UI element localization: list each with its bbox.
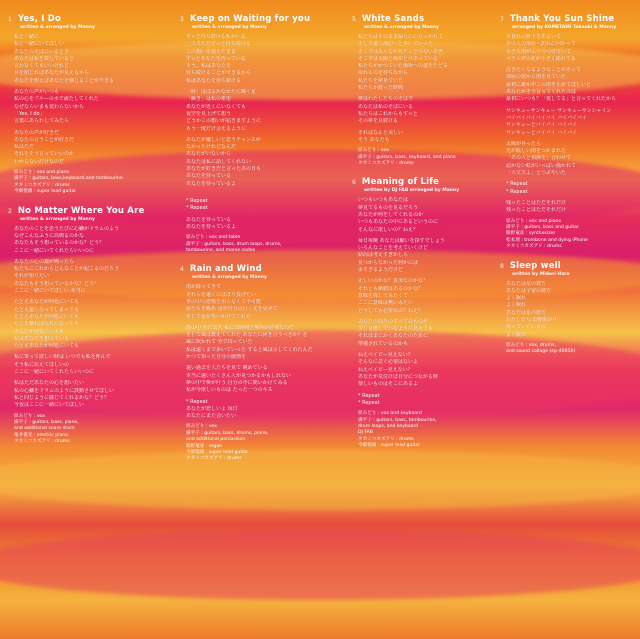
lyric-line: 最初に誰かがこの雨を止めてほしいと <box>506 81 592 88</box>
lyric-line: サンキューとバイバイ バイバイ <box>506 129 578 136</box>
lyrics <box>14 34 166 166</box>
lyric-line: 言わなくてもいいけれど <box>14 63 70 70</box>
personnel-line: 原みどり : vox and keyboard <box>358 411 422 417</box>
lyric-line: * Repeat <box>506 188 528 195</box>
lyric-line: 多すぎるようだけど <box>358 267 404 274</box>
lyrics <box>358 197 486 407</box>
personnel <box>186 235 338 254</box>
personnel <box>358 148 486 167</box>
personnel-line: 飯野竜彦 : synthesizer <box>506 231 556 237</box>
lyric-line: 私はあなたを待ち続ける <box>186 77 242 84</box>
lyric-line: サンキューサンキュー サンキューサンシャイン <box>506 107 612 114</box>
personnel-line: タカミコカズアリ : drums <box>14 439 70 445</box>
song-credit: written & arranged by Manny <box>364 25 439 30</box>
lyric-line: 結局は考えすぎかしら <box>358 252 409 259</box>
lyric-line: 言葉にあらわしてみたら <box>14 118 70 125</box>
lyrics <box>186 284 338 420</box>
lyric-line: あなたの周りのすべてのものが <box>358 318 428 325</box>
personnel-line: drum loops, and keyboard <box>358 423 419 429</box>
lyric-line: 少し見逃しているように見えても <box>358 326 434 333</box>
lyric-line: 正しいのかな？真実なのかな？ <box>358 278 429 285</box>
lyric-line: もう一度だけ会えるように <box>186 125 247 132</box>
lyric-line: あなたにまた会いたい <box>186 413 237 420</box>
personnel-line: 飯野竜彦 : organ <box>186 443 223 449</box>
lyric-line: そんなに急ぐ必要はないよ <box>358 359 419 366</box>
lyric-line: それが知りたい <box>14 273 50 280</box>
song-credit: written & arranged by Manny <box>20 25 95 30</box>
lyric-line: あなたを想えばあなたを感じることができる <box>14 77 115 84</box>
lyric-line: どうかこの想いが届きますように <box>186 118 262 125</box>
song-block <box>180 14 338 188</box>
personnel-line: タカミコカズアリ : drums <box>14 182 70 188</box>
lyric-line: ずっとあなたを待っている <box>186 55 246 62</box>
personnel-line: 満平子 : guitars, bass, keyboard, and piano <box>358 154 456 160</box>
lyric-line: 私はただ <box>14 144 35 151</box>
track-number: 5 <box>352 16 356 23</box>
song-heading <box>180 264 338 274</box>
personnel-line: 原みどり : vox <box>14 413 45 419</box>
personnel-line: 原みどり : vox and piano <box>14 170 70 176</box>
lyric-line: 夢の中で夢が叶う 自分の中に問いかけてみる <box>186 379 288 386</box>
lyric-line: あなたを待っている <box>186 173 232 180</box>
lyric-line: そう あなたも <box>358 136 390 143</box>
lyric-line: 私と一緒にいてほしい <box>14 41 65 48</box>
lyric-line: 私が今欲しいものは たった一つのキス <box>186 387 273 394</box>
song-title: White Sands <box>361 14 425 24</box>
song-credit: written by Midori Hara <box>512 271 570 277</box>
lyric-line: 本当に遠いたくさん人が見つかるかもしれない <box>186 372 292 379</box>
lyric-line: 届かない虹がいっぱい描かれて <box>506 162 577 169</box>
lyric-line: バイバイバイバイバイ バイバイバイ <box>506 114 587 121</box>
song-title: Rain and Wind <box>189 264 262 275</box>
lyric-line: 私たちはこれからもずっと <box>358 110 418 117</box>
lyric-line: そう、私はあなたを <box>186 63 232 70</box>
lyrics <box>358 34 486 144</box>
lyric-line: 意味を探してみたくて <box>358 292 409 299</box>
lyric-line: あなたがそう言ってくれたのは <box>506 89 577 96</box>
song-block <box>8 14 166 196</box>
lyric-line: 私たちが渡った時間 <box>358 85 404 92</box>
lyric-line: あなたのそばにいるとき <box>14 48 70 55</box>
lyric-line: そこではみんなが見たことのない景色 <box>358 48 444 55</box>
lyric-line: その夢を見続ける <box>358 118 399 125</box>
lyric-line: たとえあなたが何処にいても <box>14 313 80 320</box>
song-heading <box>8 206 166 216</box>
lyric-line: それとも価値はあるのかな？ <box>358 285 424 292</box>
song-block <box>8 206 166 446</box>
personnel <box>506 343 634 356</box>
lyric-line: 私たちがかつていた場所への道をたどる <box>358 63 449 70</box>
personnel-line: 満平子 : guitars, bass,keyboard,and tambourine <box>14 176 123 182</box>
lyric-line: あなたが何をしてくれるのか <box>358 211 424 218</box>
lyric-line: 「時」はほるかなかたに輝く星 <box>186 89 257 96</box>
lyric-line: あなたは私に話してくれない <box>186 158 252 165</box>
lyric-line: ずっと待ち続ける私がいる <box>186 34 246 40</box>
lyric-line: 今夜はここに一緒にいてほしい <box>14 402 85 409</box>
personnel-line: 満平子 : guitars, bass and guitar <box>506 224 579 230</box>
song-title: Thank You Sun Shine <box>509 14 615 24</box>
lyric-line: 太陽が昇ったら <box>506 140 542 147</box>
lyric-line: 毎日毎晩 あなたは願いを探すでしょう <box>358 237 445 244</box>
lyric-line: わたしたちは地球の中 <box>506 317 557 324</box>
track-number: 7 <box>500 16 504 23</box>
lyric-line: ここに意味は無いみたい <box>358 300 414 307</box>
lyric-line: たとえ離ればなれになっても <box>14 321 80 328</box>
lyric-line: あなたが優しいと思うチャンスが <box>186 136 261 143</box>
lyric-line: ねえベイビー見えない？ <box>358 366 413 373</box>
personnel-line: 原みどり : vox <box>186 424 217 430</box>
lyric-line: そう私に伝えてほしいの <box>14 361 70 368</box>
lyric-line: わからないだけなのだ <box>14 158 65 165</box>
lyric-line: あなたが何処にいても <box>14 328 65 335</box>
lyric-line: いろんなことを考えていくけど <box>358 245 429 252</box>
lyric-line: かつて知った自分の感情を <box>186 354 247 361</box>
lyric-line: いつもいつもあなたは <box>358 197 409 204</box>
lyric-line: あなたが気付けば自分につながる時 <box>358 373 438 380</box>
lyric-line: 屋たちを眺め 星が自分の行く先を見せて <box>186 306 278 313</box>
lyric-line: よく眠れ <box>506 295 527 302</box>
lyric-line: * Repeat <box>186 205 208 212</box>
lyric-line: 私たちにこれからどんなことが起こるのだろう <box>14 266 120 273</box>
song-title: Sleep well <box>509 260 561 271</box>
lyric-line: なぜこんなふうに高鳴るのかな <box>14 232 85 239</box>
lyric-line: あなたを待っているよ <box>186 180 237 187</box>
lyric-line: 私と同じように感じてくれるかな？どう？ <box>14 394 110 401</box>
lyric-line: ここに一緒にいてほしい 本当に <box>14 288 86 295</box>
personnel-line: 原みどり : vox and piano <box>506 218 562 224</box>
lyric-line: あなたを待っているよ <box>186 223 237 230</box>
personnel <box>186 424 338 462</box>
lyric-line: 私はあなたを想っている <box>14 335 70 342</box>
lyric-line: それはまにかくあなたのために <box>358 333 429 340</box>
lyric-line: あなたの声がいつも <box>14 89 60 96</box>
lyric-line: 持っていたいもの <box>506 324 547 331</box>
personnel <box>14 170 166 196</box>
lyric-line: 私たちはそのまま偏りに心ひっかれて <box>358 34 444 40</box>
lyric-line: 私の心臓をドラムのように鼓動させてほしい <box>14 387 114 394</box>
personnel-line: 満平子 : guitars, bass, drum loops, drums, <box>186 241 282 247</box>
lyric-line: そして風は教えてくれた あなたに何を言うべきか？を <box>186 332 308 339</box>
lyric-line: ベランダの花が小さく揺れてる <box>506 55 576 62</box>
lyric-line: 準備されているのかも <box>358 340 409 347</box>
lyric-line: ここに一緒にいてくれたらいいのに <box>14 247 95 254</box>
track-number: 4 <box>180 266 184 274</box>
song-title: Yes, I Do <box>17 14 62 24</box>
lyric-line: あなたは星の彼方 <box>506 309 547 316</box>
song-block <box>180 264 338 462</box>
lyric-line: あなたが近くにいなくても <box>186 103 247 110</box>
lyric-line: * Repeat <box>186 398 208 405</box>
lyric-line: 待ち続けることができるから <box>186 70 252 77</box>
personnel-line: and additional snare drum <box>14 426 75 432</box>
song-heading <box>352 177 486 187</box>
lyric-line: 目を閉じればあなたが見えるから <box>14 70 90 77</box>
lyric-line: なぜならいまも変わらないから <box>14 103 85 110</box>
song-heading <box>500 261 634 271</box>
personnel-line: and additional percussion <box>186 437 246 443</box>
lyric-line: 「あの人と相談を」合わせて <box>506 155 572 162</box>
lyric-line: 部屋の窓から雨を見ていた <box>506 74 567 81</box>
personnel-line: タカミコカズアリ : drums <box>358 160 414 166</box>
song-block <box>180 198 338 254</box>
lyric-line: あなたは私を愛していると <box>14 55 75 62</box>
song-block <box>352 14 486 167</box>
lyric-line: あなたの言うことが好きだ <box>14 136 75 143</box>
lyric-line: 雨の中 外に出た 私には時間と場所が必要なのだ <box>186 324 295 331</box>
personnel-line: 満平子 : guitars, bass, drums, piano, <box>186 430 269 436</box>
lyric-line: そして遠く海辺へと歩いていった <box>358 41 434 48</box>
song-block <box>500 261 634 356</box>
lyric-line: 夢はわたしたちのそばで <box>358 96 414 103</box>
lyric-line: 残ったことはただそれだけ <box>506 207 567 214</box>
song-credit: written & arranged by Manny <box>192 25 267 30</box>
lyric-line: よく眠れ <box>506 331 527 338</box>
personnel-line: タカミコカズアリ : drums <box>358 436 414 442</box>
lyric-line: 私の心をブルーの水で満たしてくれた <box>14 96 99 103</box>
lyric-line: 夕暮れの軒下をあるいて <box>506 34 562 40</box>
personnel-line: 松本理 : trombone and dying iPhone <box>506 237 588 243</box>
personnel-line: 満平子 : guitars, bass, piano, <box>14 419 79 425</box>
song-block <box>500 14 634 251</box>
lyric-line: 泣きたくなるようなことがあって <box>506 67 581 74</box>
track-number: 1 <box>8 16 12 23</box>
song-credit: written & arranged by Manny <box>20 216 95 222</box>
song-credit: written by DJ FAB arranged by Manny <box>364 188 460 194</box>
lyric-line: あなたが恋しいよ 毎日 <box>186 405 238 412</box>
lyric-line: それらを遠くにほほり投げたい <box>186 291 257 298</box>
personnel <box>358 411 486 449</box>
lyric-line: * Repeat <box>186 197 208 204</box>
lyric-line: あなたの声が好きだ <box>14 129 60 136</box>
personnel-line: and sound collage (ep-4065X) <box>506 349 576 355</box>
song-heading <box>8 14 166 24</box>
personnel-line: 原みどり : vox <box>358 148 389 154</box>
lyric-line: あなたは宇宙の彼方 <box>506 287 552 294</box>
lyrics <box>186 34 338 188</box>
lyrics <box>506 34 634 215</box>
song-title: Meaning of Life <box>361 177 440 188</box>
lyric-line: あなたがいないから <box>186 151 232 158</box>
lyric-line: よく眠れ <box>506 302 527 309</box>
personnel-line: 原みどり : vox and table <box>186 235 241 241</box>
lyric-line: 風に吹かれて 外で待っていた <box>186 339 253 346</box>
lyric-line: 「大丈夫よ」とつぶやいた <box>506 170 566 177</box>
lyric-line: 夢見てるものを見るだろう <box>358 204 419 211</box>
lyric-line: あなたもそう想っているのかな？どう？ <box>14 240 105 247</box>
lyric-line: たとえあなたが何処にいても <box>14 299 80 306</box>
lyric-line: 私に寄って欲しい時は いつでも私を呼んで <box>14 354 111 361</box>
personnel-line: tambourine, and morse codes <box>186 247 255 253</box>
personnel-line: 今畑悦雄 : super lead guitar <box>186 450 249 456</box>
column-2 <box>172 0 344 639</box>
lyric-line: 小さな雨がふりつづけていて <box>506 48 572 55</box>
lyric-line: 世の中の悲嘆を知らなくて不可能 <box>186 298 262 305</box>
lyric-line: たとえ遠くなってしまっても <box>14 306 80 313</box>
song-heading <box>500 14 634 24</box>
lyrics <box>14 226 166 410</box>
lyric-line: あなたは私のそばにいる <box>358 103 414 110</box>
lyric-line: ここに一緒にいてくれたらいいのに <box>14 369 95 376</box>
track-number: 6 <box>352 179 356 187</box>
lyric-line: 見つからなかった何かには <box>358 259 419 266</box>
song-title: Keep on Waiting for you <box>189 14 311 24</box>
lyrics <box>506 281 634 339</box>
lyric-line: ゆれるのを待ちながら <box>358 70 409 77</box>
personnel-line: DJ FAB <box>358 430 373 436</box>
lyric-line: そんなに欲しいの？ねえ？ <box>358 226 419 233</box>
lyric-line: 私は遠くまで歩いていった すると風は示してくれたんだ <box>186 346 313 353</box>
lyric-line: 雨が降ってきて <box>186 284 222 291</box>
lyric-line: 遠い過去を人たちを見て 眺めている <box>186 365 268 372</box>
lyric-line: あなたもそう想っているかな？どう？ <box>14 280 100 287</box>
column-3 <box>344 0 492 639</box>
personnel-line: 今畑悦雄 : super lead guitar <box>14 189 77 195</box>
lyric-line: 私たちを夢見ていた <box>358 77 404 84</box>
personnel <box>506 219 634 251</box>
song-heading <box>352 14 486 24</box>
personnel-line: タカミコカズアリ : drums <box>186 456 242 462</box>
column-4 <box>492 0 640 639</box>
personnel-line: 今畑悦雄 : super lead guitar <box>358 443 421 449</box>
lyric-line: 楽しいものはそこにあるよ <box>358 381 419 388</box>
lyric-line: それをそう言っていいのか <box>14 151 75 158</box>
lyric-line: * Repeat <box>358 392 380 399</box>
lyric-line: 私と一緒に <box>14 34 40 40</box>
lyric-line: それはなんと美しい <box>358 129 404 136</box>
lyric-line: あなたが好きだと言ったあの日も <box>186 166 262 173</box>
song-heading <box>180 14 338 24</box>
lyric-line: あなたの心の鐘が鳴ったら <box>14 258 75 265</box>
lyric-line: 「瞬き」は私の希望 <box>186 96 232 103</box>
lyric-line: なかったけれどなんだ <box>186 144 237 151</box>
lyric-line: 私はただあなたの心を想いたい <box>14 380 85 387</box>
lyric-line: * Repeat <box>506 181 528 188</box>
track-number: 8 <box>500 262 504 270</box>
personnel-line: 満平子 : guitars, bass, tambourine, <box>358 417 437 423</box>
lyric-line: いつもあなたの中にあるというのに <box>358 219 439 226</box>
personnel-line: 原みどり : vox, drums, <box>506 342 556 348</box>
track-number: 3 <box>180 16 184 23</box>
lyric-line: 光が眩しい雨をつかまれた <box>506 148 567 155</box>
lyric-line: 一人でただずっと待ち続ける <box>186 41 251 48</box>
personnel-line: タカミコカズアリ : drums <box>506 244 562 250</box>
lyric-line: サンキューとバイバイ バイバイ <box>506 122 578 129</box>
lyric-line: 「Yes, I do」 <box>14 110 45 117</box>
lyric-line: 最初にいつも？「愛してる」と言ってくれたから <box>506 96 617 103</box>
song-block <box>352 177 486 449</box>
lyric-line: ねえベイビー見えない？ <box>358 352 413 359</box>
song-title: No Matter Where You Are <box>17 205 145 216</box>
column-1 <box>0 0 172 639</box>
lyric-line: たとえあなたが何処にいても <box>14 343 80 350</box>
track-number: 2 <box>8 207 12 215</box>
lyric-line: あなたのことを思うたびに心臓がドラムのよう <box>14 225 119 232</box>
personnel-line: 亀井貴光 : electric piano <box>14 432 68 438</box>
lyric-line: 残ったことはただそれだけ <box>506 199 567 206</box>
lyric-line: あなたを待っている <box>186 216 232 223</box>
lyric-line: あなたは星の彼方 <box>506 280 547 287</box>
lyric-line: そして星が笑いかけてくれた <box>186 313 252 320</box>
song-credit: arranged by KOMETAMI Takaaki & Manny <box>512 25 617 30</box>
lyric-line: この想いを抱えたまま <box>186 48 237 55</box>
lyric-line: そこでは太陽と海がとけあっている <box>358 55 438 62</box>
lyric-line: 夜空を見上げて想う <box>186 110 232 117</box>
lyric-line: * Repeat <box>358 399 380 406</box>
lyric-line: あの人の部屋へ訪ねに向かって <box>506 41 577 48</box>
lyrics <box>186 198 338 231</box>
personnel <box>14 414 166 446</box>
song-credit: written & arranged by Manny <box>192 275 267 281</box>
lyric-line: どうしても必要なの？ねえ？ <box>358 307 424 314</box>
